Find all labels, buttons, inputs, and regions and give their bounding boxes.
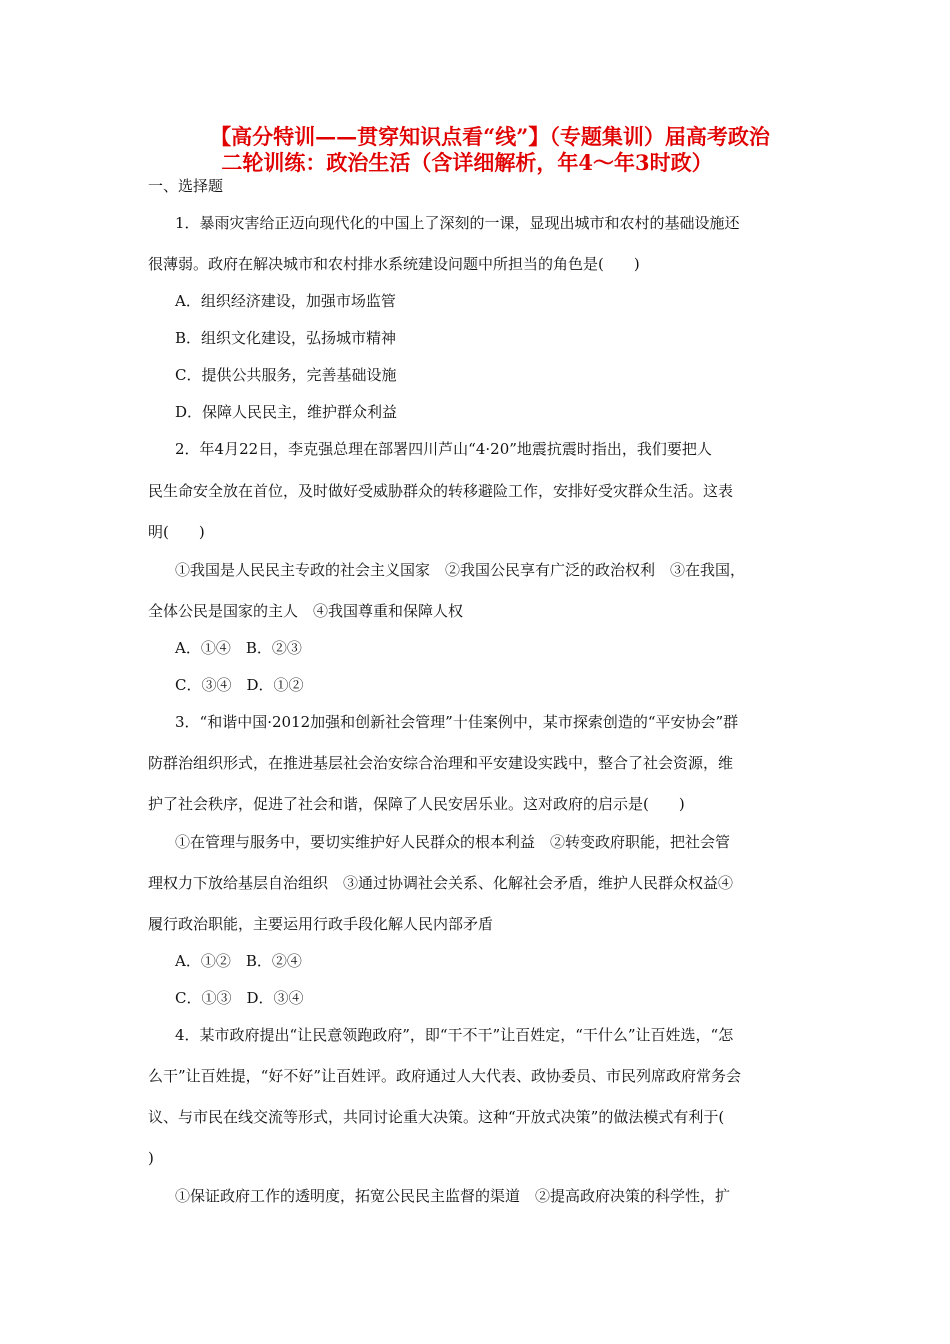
- question-1-option-a: A．组织经济建设，加强市场监管: [175, 292, 396, 310]
- question-4-stem-line: 4．某市政府提出“让民意领跑政府”，即“干不干”让百姓定，“干什么”让百姓选，“怎: [175, 1026, 734, 1044]
- question-4-stem-line: 么干”让百姓提，“好不好”让百姓评。政府通过人大代表、政协委员、市民列席政府常务会: [148, 1067, 742, 1085]
- question-3-options-line: C．①③ D．③④: [175, 989, 304, 1007]
- question-1-stem-line: 很薄弱。政府在解决城市和农村排水系统建设问题中所担当的角色是( ): [148, 255, 640, 273]
- question-3-options-line: A．①② B．②④: [175, 952, 302, 970]
- document-title-line-2: 二轮训练：政治生活（含详细解析，年4～年3时政）: [221, 150, 713, 175]
- question-4-item-line: ①保证政府工作的透明度，拓宽公民民主监督的渠道 ②提高政府决策的科学性，扩: [175, 1187, 731, 1205]
- question-2-stem-line: 民生命安全放在首位，及时做好受威胁群众的转移避险工作，安排好受灾群众生活。这表: [148, 482, 734, 500]
- question-1-option-d: D．保障人民民主，维护群众利益: [175, 403, 398, 421]
- question-1-stem-line: 1．暴雨灾害给正迈向现代化的中国上了深刻的一课，显现出城市和农村的基础设施还: [175, 214, 740, 232]
- question-1-option-c: C．提供公共服务，完善基础设施: [175, 366, 397, 384]
- question-3-item-line: 理权力下放给基层自治组织 ③通过协调社会关系、化解社会矛盾，维护人民群众权益④: [148, 874, 734, 892]
- question-4-stem-line: 议、与市民在线交流等形式，共同讨论重大决策。这种“开放式决策”的做法模式有利于(: [148, 1108, 725, 1126]
- section-heading: 一、选择题: [148, 177, 224, 195]
- question-2-stem-line: 2．年4月22日，李克强总理在部署四川芦山“4·20”地震抗震时指出，我们要把人: [175, 440, 712, 458]
- question-3-item-line: 履行政治职能，主要运用行政手段化解人民内部矛盾: [148, 915, 494, 933]
- question-4-stem-line: ): [148, 1149, 154, 1167]
- question-3-stem-line: 防群治组织形式，在推进基层社会治安综合治理和平安建设实践中，整合了社会资源，维: [148, 754, 734, 772]
- question-2-options-line: C．③④ D．①②: [175, 676, 304, 694]
- question-2-stem-line: 明( ): [148, 523, 205, 541]
- question-1-option-b: B．组织文化建设，弘扬城市精神: [175, 329, 397, 347]
- question-2-item-line: 全体公民是国家的主人 ④我国尊重和保障人权: [148, 602, 464, 620]
- question-2-item-line: ①我国是人民民主专政的社会主义国家 ②我国公民享有广泛的政治权利 ③在我国，: [175, 561, 746, 579]
- document-title-line-1: 【高分特训——贯穿知识点看“线”】（专题集训）届高考政治: [210, 124, 770, 149]
- question-3-stem-line: 护了社会秩序，促进了社会和谐，保障了人民安居乐业。这对政府的启示是( ): [148, 795, 685, 813]
- question-2-options-line: A．①④ B．②③: [175, 639, 302, 657]
- question-3-item-line: ①在管理与服务中，要切实维护好人民群众的根本利益 ②转变政府职能，把社会管: [175, 833, 731, 851]
- question-3-stem-line: 3．“和谐中国·2012加强和创新社会管理”十佳案例中，某市探索创造的“平安协会”群: [175, 713, 739, 731]
